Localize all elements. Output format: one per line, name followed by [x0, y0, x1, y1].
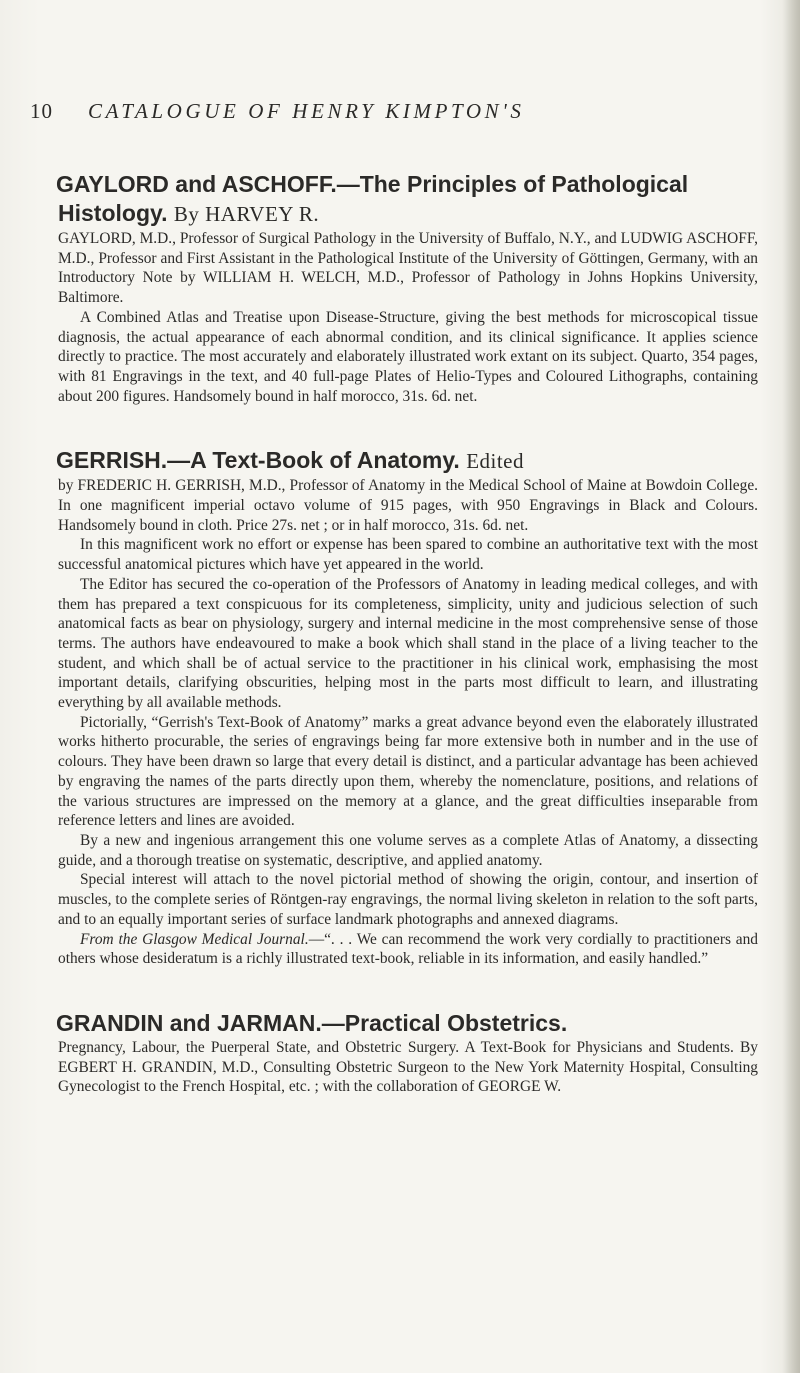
entry-description: Pregnancy, Labour, the Puerperal State, and Obstetric Surgery. A Text-Book for Physicians and Students. By EGBERT H. GRANDIN, M.D., Consulting Obstetric Surgeon to the New York Maternity Hospital, Consulting Gynecologist to the French Hospital, etc. ; with the collaboration of GEORGE W.	[58, 1038, 758, 1096]
running-head	[0, 95, 800, 135]
entry-byline: By HARVEY R.	[173, 202, 320, 226]
review-quote: —“. . . We can recommend the work very cordially to practitioners and others whose desideratum is a richly illustrated text-book, reliable in its information, and easily handled.”	[58, 930, 758, 968]
entry-title: GRANDIN and JARMAN.—Practical Obstetrics.	[56, 1009, 568, 1036]
running-head-title: CATALOGUE OF HENRY KIMPTON'S	[88, 99, 525, 123]
entry-paragraph: The Editor has secured the co-operation of the Professors of Anatomy in leading medical colleges, and with them has prepared a text conspicuous for its completeness, simplicity, unity and judicious selection of such anatomical facts as bear on physiology, surgery and internal medicine in the most comprehensive sense of those terms. The authors have endeavoured to make a book which shall stand in the place of a living teacher to the student, and which shall be of actual service to the practitioner in his clinical work, emphasising the most important details, clarifying obscurities, helping most in the parts most difficult to learn, and illustrating everything by all available methods.	[58, 575, 758, 712]
entry-heading	[58, 170, 758, 229]
entry-title: GERRISH.—A Text-Book of Anatomy.	[56, 447, 460, 474]
entry-paragraph: In this magnificent work no effort or expense has been spared to combine an authoritative text with the most successful anatomical pictures which have yet appeared in the world.	[58, 536, 758, 574]
entry-authors: by FREDERIC H. GERRISH, M.D., Professor of Anatomy in the Medical School of Maine at Bowdoin College. In one magnificent imperial octavo volume of 915 pages, with 950 Engravings in Black and Colours. Handsomely bound in cloth. Price 27s. net ; or in half morocco, 31s. 6d. net.	[58, 477, 758, 534]
catalogue-entry-grandin	[58, 1009, 758, 1097]
entry-description: A Combined Atlas and Treatise upon Disease-Structure, giving the best methods for microscopical tissue diagnosis, the actual appearance of each abnormal condition, and its clinical significance. It applies science directly to practice. The most accurately and elaborately illustrated work extant on its subject. Quarto, 354 pages, with 81 Engravings in the text, and 40 full-page Plates of Helio-Types and Coloured Lithographs, containing about 200 figures. Handsomely bound in half morocco, 31s. 6d. net.	[58, 308, 758, 405]
page-number: 10	[30, 99, 53, 123]
page-edge-shadow	[782, 0, 800, 1373]
catalogue-entry-gaylord	[58, 170, 758, 406]
review-source: From the Glasgow Medical Journal.	[80, 930, 309, 948]
catalogue-entries	[58, 170, 758, 1135]
entry-paragraph: Special interest will attach to the novel pictorial method of showing the origin, contour, and insertion of muscles, to the complete series of Röntgen-ray engravings, the normal living skeleton in relation to the soft parts, and to an equally important series of surface landmark photographs and annexed diagrams.	[58, 871, 758, 928]
entry-review	[58, 930, 758, 969]
entry-paragraph: By a new and ingenious arrangement this one volume serves as a complete Atlas of Anatomy, a dissecting guide, and a thorough treatise on systematic, descriptive, and applied anatomy.	[58, 831, 758, 869]
entry-heading	[58, 446, 758, 476]
entry-byline: Edited	[466, 449, 525, 474]
entry-heading	[58, 1009, 758, 1038]
entry-authors: GAYLORD, M.D., Professor of Surgical Pathology in the University of Buffalo, N.Y., and LUDWIG ASCHOFF, M.D., Professor and First Assistant in the Pathological Institute of the University of Göttingen, Germany, with an Introductory Note by WILLIAM H. WELCH, M.D., Professor of Pathology in Johns Hopkins University, Baltimore.	[58, 230, 758, 307]
entry-paragraph: Pictorially, “Gerrish's Text-Book of Anatomy” marks a great advance beyond even the elaborately illustrated works hitherto procurable, the series of engravings being far more extensive both in number and in the use of colours. They have been drawn so large that every detail is distinct, and a particular advantage has been achieved by engraving the names of the parts directly upon them, whereby the nomenclature, positions, and relations of the various structures are impressed on the memory at a glance, and the great difficulties inseparable from reference letters and lines are avoided.	[58, 713, 758, 830]
catalogue-entry-gerrish	[58, 446, 758, 969]
entry-title: GAYLORD and ASCHOFF.—The Principles of Pathological Histology.	[56, 171, 689, 226]
